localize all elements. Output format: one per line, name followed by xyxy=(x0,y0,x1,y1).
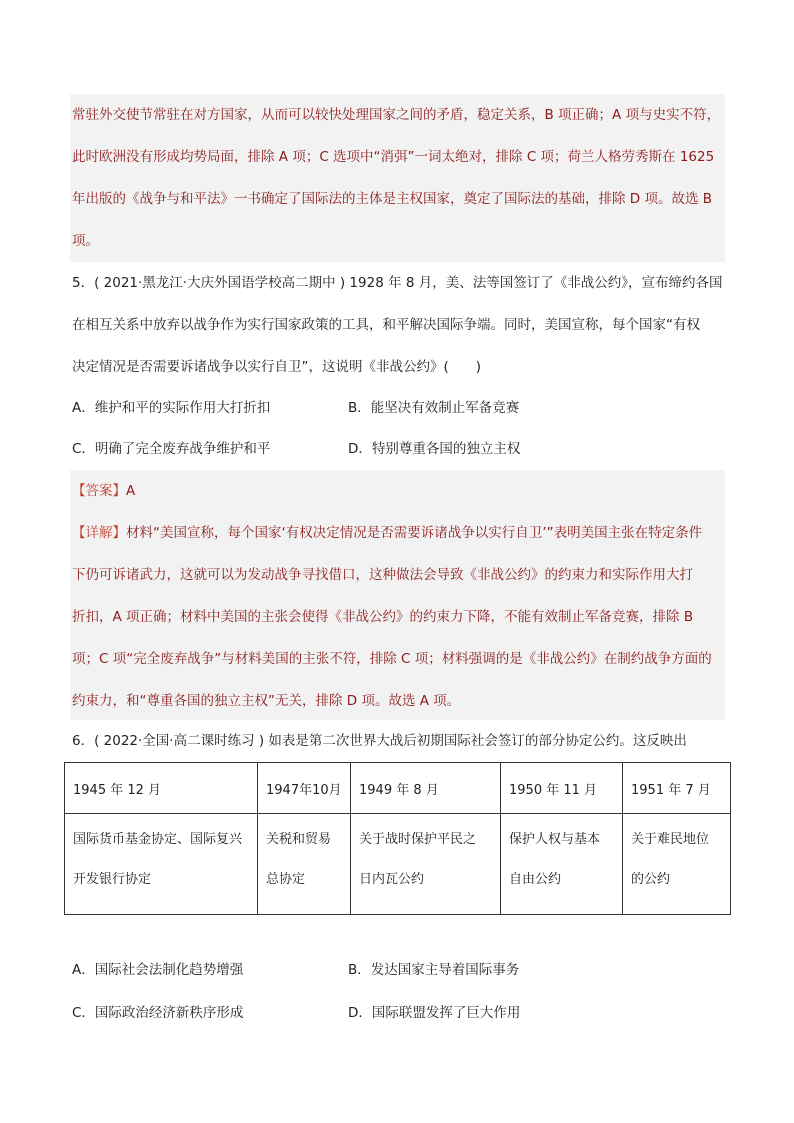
prev-explanation-line: 年出版的《战争与和平法》一书确定了国际法的主体是主权国家，奠定了国际法的基础，排除 D 项。故选 B xyxy=(72,191,713,207)
prev-explanation-line: 项。 xyxy=(72,233,99,249)
q6-option-b: B．发达国家主导着国际事务 xyxy=(348,962,520,978)
prev-explanation-line: 常驻外交使节常驻在对方国家，从而可以较快处理国家之间的矛盾，稳定关系，B 项正确；A 项与史实不符， xyxy=(72,107,721,123)
table-cell-date: 1949 年 8 月 xyxy=(351,763,501,814)
table-cell-name: 关于战时保护平民之 日内瓦公约 xyxy=(351,814,501,915)
table-cell-name: 保护人权与基本 自由公约 xyxy=(501,814,623,915)
q5-stem-line: 5．( 2021·黑龙江·大庆外国语学校高二期中 ) 1928 年 8 月，美、法等国签订了《非战公约》，宣布缔约各国 xyxy=(72,275,723,291)
q5-detail-line: 【详解】材料“美国宣称，每个国家‘有权决定情况是否需要诉诸战争以实行自卫’”表明美国主张在特定条件 xyxy=(72,525,703,541)
q6-stem: 6．( 2022·全国·高二课时练习 ) 如表是第二次世界大战后初期国际社会签订的部分协定公约。这反映出 xyxy=(72,733,687,749)
q6-option-a: A．国际社会法制化趋势增强 xyxy=(72,962,244,978)
q5-option-a: A．维护和平的实际作用大打折扣 xyxy=(72,400,271,416)
q5-stem-line: 在相互关系中放弃以战争作为实行国家政策的工具，和平解决国际争端。同时，美国宣称，每个国家“有权 xyxy=(72,317,700,333)
table-cell-name: 关于难民地位 的公约 xyxy=(623,814,731,915)
table-row xyxy=(65,814,731,915)
table-cell-date: 1947年10月 xyxy=(258,763,351,814)
table-header-row xyxy=(65,763,731,814)
table-cell-date: 1945 年 12 月 xyxy=(65,763,258,814)
table-cell-name: 关税和贸易 总协定 xyxy=(258,814,351,915)
q5-option-d: D．特别尊重各国的独立主权 xyxy=(348,441,521,457)
answer-tag: 【答案】 xyxy=(72,483,126,499)
prev-explanation-line: 此时欧洲没有形成均势局面，排除 A 项；C 选项中“消弭”一词太绝对，排除 C 项；荷兰人格劳秀斯在 1625 xyxy=(72,149,715,165)
q5-option-c: C．明确了完全废弃战争维护和平 xyxy=(72,441,271,457)
answer-value: A xyxy=(126,483,136,499)
table-cell-name: 国际货币基金协定、国际复兴 开发银行协定 xyxy=(65,814,258,915)
q5-detail-line: 折扣，A 项正确；材料中美国的主张会使得《非战公约》的约束力下降，不能有效制止军备竞赛，排除 B xyxy=(72,609,694,625)
treaty-table xyxy=(64,762,731,915)
prev-explanation-box xyxy=(70,94,725,262)
table-cell-date: 1950 年 11 月 xyxy=(501,763,623,814)
q6-option-d: D．国际联盟发挥了巨大作用 xyxy=(348,1005,521,1021)
detail-tag: 【详解】 xyxy=(72,525,126,541)
q5-answer-box xyxy=(70,470,725,720)
q5-detail-line: 项；C 项“完全废弃战争”与材料美国的主张不符，排除 C 项；材料强调的是《非战公约》在制约战争方面的 xyxy=(72,651,712,667)
q5-option-b: B．能坚决有效制止军备竞赛 xyxy=(348,400,520,416)
table-cell-date: 1951 年 7 月 xyxy=(623,763,731,814)
q5-stem-line: 决定情况是否需要诉诸战争以实行自卫”，这说明《非战公约》( ) xyxy=(72,359,482,375)
q6-option-c: C．国际政治经济新秩序形成 xyxy=(72,1005,244,1021)
q5-detail-line: 约束力，和“尊重各国的独立主权”无关，排除 D 项。故选 A 项。 xyxy=(72,693,461,709)
q5-detail-line: 下仍可诉诸武力，这就可以为发动战争寻找借口，这种做法会导致《非战公约》的约束力和实际作用大打 xyxy=(72,567,693,583)
q5-answer-line xyxy=(70,470,725,512)
